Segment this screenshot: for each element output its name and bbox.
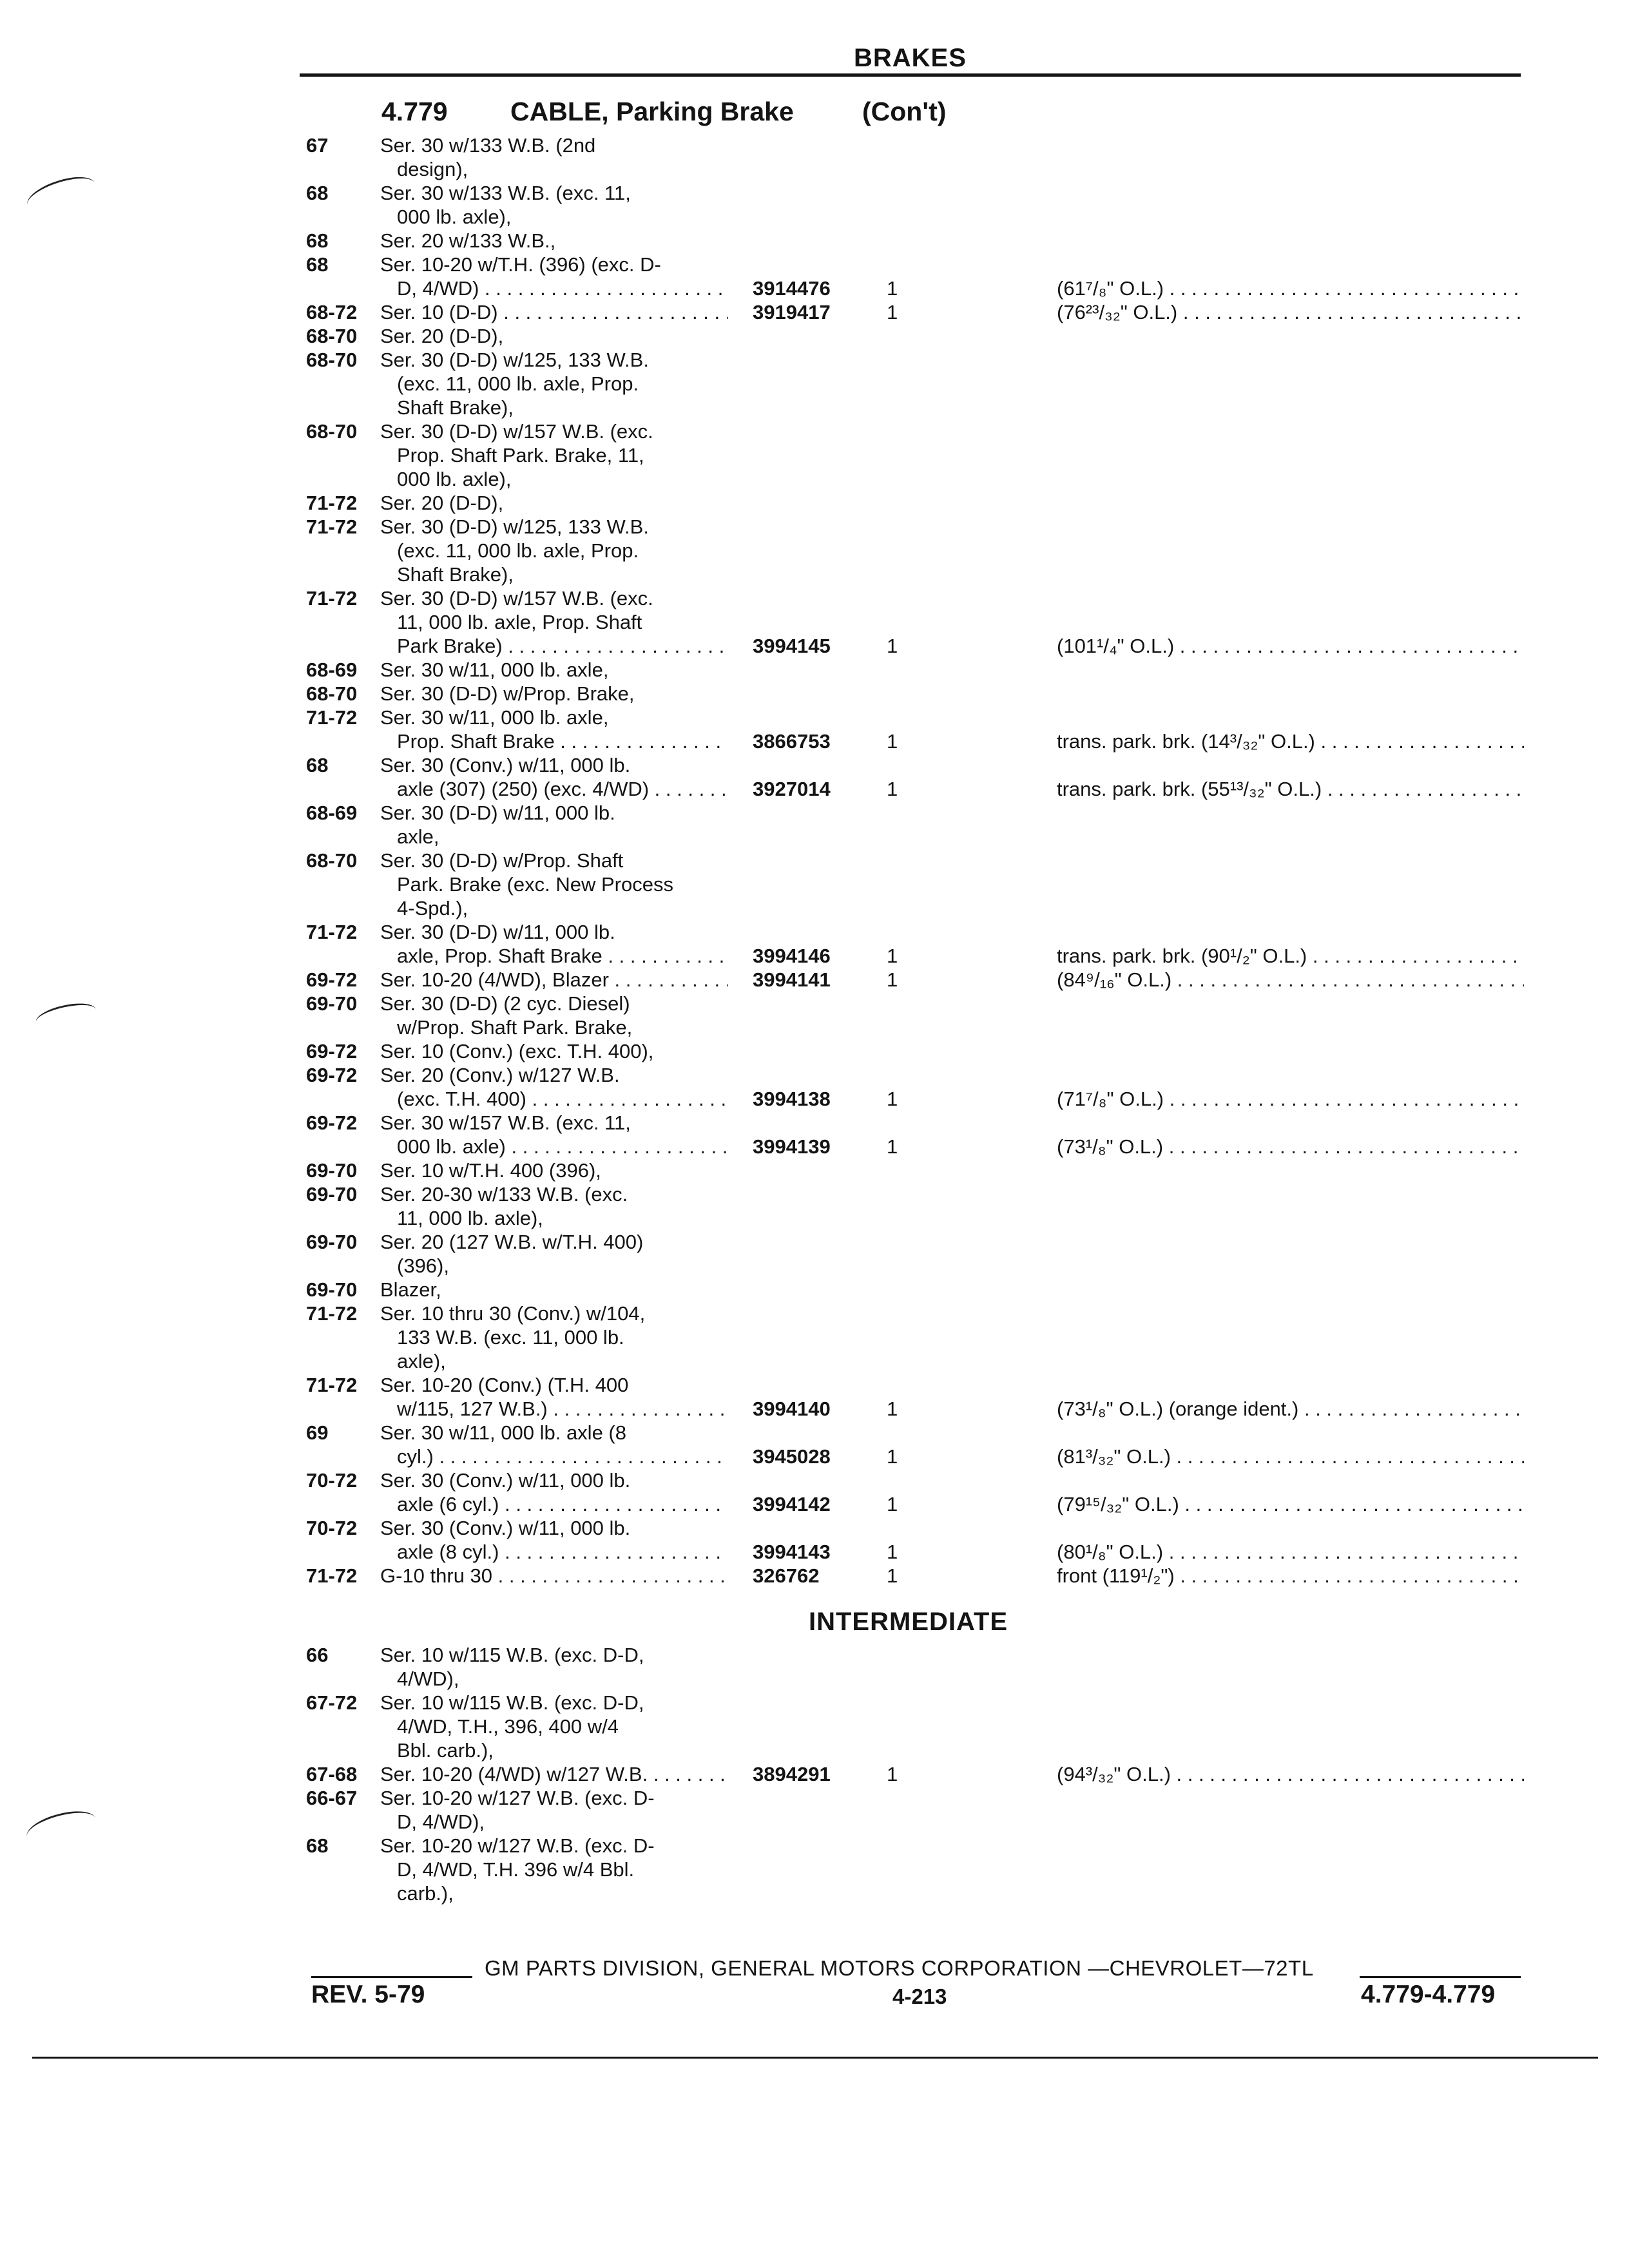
application-description: Ser. 20 w/133 W.B., [380,229,556,252]
application-description: Ser. 10-20 w/T.H. (396) (exc. D- [380,253,661,276]
list-item [0,1667,1629,1691]
footer-publisher: GM PARTS DIVISION, GENERAL MOTORS CORPORATION —CHEVROLET—72TL [485,1956,1314,1980]
list-item [0,1278,1629,1302]
application-description: G-10 thru 30 . . . [380,1564,728,1588]
application-description: Ser. 10-20 (4/WD) w/127 W.B. . . . [380,1762,728,1786]
list-item [0,1786,1629,1810]
application-description: Ser. 30 w/157 W.B. (exc. 11, [380,1111,631,1134]
length-note: (76²³/₃₂" O.L.) . . . [1057,300,1524,324]
application-description: Park Brake) . . . [380,634,728,658]
list-item [0,706,1629,729]
list-item [0,133,1629,157]
application-description: Ser. 10 w/T.H. 400 (396), [380,1159,601,1182]
quantity: 1 [887,1088,898,1110]
application-description: cyl.) . . . [380,1445,728,1468]
application-description: Prop. Shaft Brake . . . [380,729,728,753]
application-description: (exc. 11, 000 lb. axle, Prop. [397,539,639,562]
model-years: 69-70 [306,1183,358,1206]
model-years: 69-72 [306,1040,358,1062]
page-title: BRAKES [854,44,967,72]
model-years: 68-69 [306,802,358,824]
list-item [0,1397,1629,1421]
application-description: (exc. 11, 000 lb. axle, Prop. [397,372,639,395]
application-description: Prop. Shaft Park. Brake, 11, [397,444,644,466]
length-note: (73¹/₈" O.L.) . . . [1057,1135,1524,1158]
list-item [0,276,1629,300]
length-note: trans. park. brk. (14³/₃₂" O.L.) . . . [1057,729,1524,753]
application-description: axle, Prop. Shaft Brake . . . [380,944,728,968]
application-description: axle (8 cyl.) . . . [380,1540,728,1564]
application-description: Ser. 30 (D-D) w/11, 000 lb. [380,802,615,824]
list-item [0,1540,1629,1564]
model-years: 69-70 [306,1159,358,1182]
application-description: Ser. 30 w/133 W.B. (exc. 11, [380,182,631,204]
list-item [0,777,1629,801]
list-item [0,801,1629,825]
length-note: (81³/₃₂" O.L.) . . . [1057,1445,1524,1468]
application-description: Ser. 30 w/11, 000 lb. axle, [380,706,609,729]
list-item [0,1182,1629,1206]
list-item [0,229,1629,253]
application-description: design), [397,158,468,180]
list-item [0,300,1629,324]
model-years: 69-70 [306,992,358,1015]
page-bottom-rule [32,2057,1598,2059]
list-item [0,324,1629,348]
quantity: 1 [887,635,898,657]
list-item [0,1373,1629,1397]
application-description: Ser. 30 w/11, 000 lb. axle (8 [380,1421,626,1444]
application-description: carb.), [397,1882,454,1905]
application-description: Ser. 10-20 w/127 W.B. (exc. D- [380,1787,655,1809]
model-years: 71-72 [306,515,358,538]
list-item [0,515,1629,539]
quantity: 1 [887,301,898,323]
part-number: 3919417 [753,301,831,323]
application-description: axle (6 cyl.) . . . [380,1492,728,1516]
list-item [0,610,1629,634]
quantity: 1 [887,1135,898,1158]
application-description: Park. Brake (exc. New Process [397,873,673,896]
part-number: 3994143 [753,1541,831,1563]
list-item [0,634,1629,658]
list-item [0,944,1629,968]
application-description: Bbl. carb.), [397,1739,494,1762]
length-note: (61⁷/₈" O.L.) . . . [1057,276,1524,300]
list-item [0,1762,1629,1786]
list-item [0,896,1629,920]
application-description: Ser. 10 w/115 W.B. (exc. D-D, [380,1644,644,1666]
application-description: Ser. 20 (D-D), [380,325,504,347]
application-description: Ser. 20 (D-D), [380,492,504,514]
application-description: w/115, 127 W.B.) . . . [380,1397,728,1421]
section-reference: 4.779-4.779 [1361,1981,1496,2008]
part-number: 3994145 [753,635,831,657]
list-item [0,1421,1629,1445]
quantity: 1 [887,1445,898,1468]
list-item [0,1715,1629,1738]
list-item [0,586,1629,610]
model-years: 69-70 [306,1278,358,1301]
model-years: 69-72 [306,1064,358,1086]
quantity: 1 [887,1398,898,1420]
application-description: Ser. 30 (D-D) w/Prop. Brake, [380,682,635,705]
intermediate-heading: INTERMEDIATE [809,1608,1008,1636]
list-item [0,1158,1629,1182]
model-years: 71-72 [306,1302,358,1325]
model-years: 66 [306,1644,329,1666]
list-item [0,562,1629,586]
list-item [0,539,1629,562]
application-description: Ser. 30 (D-D) w/11, 000 lb. [380,921,615,943]
model-years: 71-72 [306,921,358,943]
model-years: 67-72 [306,1691,358,1714]
application-description: Ser. 10 (Conv.) (exc. T.H. 400), [380,1040,654,1062]
model-years: 68 [306,229,329,252]
part-number: 3994139 [753,1135,831,1158]
application-description: Ser. 30 (D-D) (2 cyc. Diesel) [380,992,630,1015]
application-description: (exc. T.H. 400) . . . [380,1087,728,1111]
list-item [0,419,1629,443]
application-description: Ser. 30 (D-D) w/125, 133 W.B. [380,349,649,371]
list-item [0,1206,1629,1230]
part-number: 3994140 [753,1398,831,1420]
part-number: 326762 [753,1564,820,1587]
application-description: Ser. 30 (Conv.) w/11, 000 lb. [380,1469,631,1492]
list-item [0,157,1629,181]
model-years: 68-69 [306,658,358,681]
length-note: (84⁹/₁₆" O.L.) . . . [1057,968,1524,992]
application-description: 000 lb. axle), [397,468,512,490]
part-number: 3894291 [753,1763,831,1785]
section-number: 4.779 [381,97,448,126]
quantity: 1 [887,1493,898,1515]
model-years: 68-70 [306,325,358,347]
quantity: 1 [887,1564,898,1587]
list-item [0,1254,1629,1278]
header-rule [300,73,1521,77]
length-note: trans. park. brk. (90¹/₂" O.L.) . . . [1057,944,1524,968]
application-description: Shaft Brake), [397,563,514,586]
part-number: 3914476 [753,277,831,300]
model-years: 69-70 [306,1231,358,1253]
list-item [0,849,1629,872]
application-description: D, 4/WD, T.H. 396 w/4 Bbl. [397,1858,635,1881]
section-title: CABLE, Parking Brake [510,97,794,126]
model-years: 70-72 [306,1517,358,1539]
application-description: D, 4/WD), [397,1811,485,1833]
application-description: 000 lb. axle) . . . [380,1135,728,1158]
model-years: 68-72 [306,301,358,323]
model-years: 68 [306,754,329,776]
quantity: 1 [887,778,898,800]
model-years: 68-70 [306,682,358,705]
model-years: 67 [306,134,329,157]
list-item [0,1738,1629,1762]
model-years: 69 [306,1421,329,1444]
model-years: 69-72 [306,1111,358,1134]
application-description: 133 W.B. (exc. 11, 000 lb. [397,1326,624,1349]
application-description: Ser. 20-30 w/133 W.B. (exc. [380,1183,628,1206]
application-description: 4/WD, T.H., 396, 400 w/4 [397,1715,619,1738]
model-years: 68 [306,253,329,276]
list-item [0,753,1629,777]
application-description: 4-Spd.), [397,897,468,919]
model-years: 66-67 [306,1787,358,1809]
length-note: trans. park. brk. (55¹³/₃₂" O.L.) . . . [1057,777,1524,801]
list-item [0,1302,1629,1325]
application-description: Ser. 10-20 (4/WD), Blazer . . . [380,968,728,992]
model-years: 69-72 [306,968,358,991]
length-note: (79¹⁵/₃₂" O.L.) . . . [1057,1492,1524,1516]
application-description: Ser. 10 (D-D) . . . [380,300,728,324]
list-item [0,1691,1629,1715]
quantity: 1 [887,730,898,753]
application-description: Ser. 30 (Conv.) w/11, 000 lb. [380,1517,631,1539]
application-description: D, 4/WD) . . . [380,276,728,300]
list-item [0,1834,1629,1858]
application-description: Blazer, [380,1278,441,1301]
list-item [0,1881,1629,1905]
application-description: 000 lb. axle), [397,206,512,228]
model-years: 71-72 [306,1564,358,1587]
list-item [0,1516,1629,1540]
list-item [0,253,1629,276]
application-description: axle), [397,1350,446,1372]
application-description: Ser. 30 (D-D) w/157 W.B. (exc. [380,420,653,443]
application-description: 11, 000 lb. axle), [397,1207,543,1229]
list-item [0,348,1629,372]
application-description: (396), [397,1254,449,1277]
model-years: 68-70 [306,349,358,371]
section-suffix: (Con't) [862,97,947,126]
part-number: 3994141 [753,968,831,991]
model-years: 71-72 [306,587,358,610]
list-item [0,443,1629,467]
quantity: 1 [887,945,898,967]
list-item [0,1063,1629,1087]
model-years: 68 [306,1834,329,1857]
quantity: 1 [887,1541,898,1563]
list-item [0,205,1629,229]
length-note: front (119¹/₂") . . . [1057,1564,1524,1588]
application-description: Ser. 30 (D-D) w/Prop. Shaft [380,849,624,872]
quantity: 1 [887,1763,898,1785]
application-description: axle, [397,825,439,848]
footer-rule-left [311,1976,472,1978]
application-description: Ser. 10-20 w/127 W.B. (exc. D- [380,1834,655,1857]
list-item [0,1135,1629,1158]
length-note: (71⁷/₈" O.L.) . . . [1057,1087,1524,1111]
application-description: Ser. 10 w/115 W.B. (exc. D-D, [380,1691,644,1714]
list-item [0,658,1629,682]
quantity: 1 [887,968,898,991]
revision-label: REV. 5-79 [311,1981,425,2008]
application-description: Ser. 10 thru 30 (Conv.) w/104, [380,1302,646,1325]
list-item [0,1087,1629,1111]
list-item [0,729,1629,753]
application-description: 11, 000 lb. axle, Prop. Shaft [397,611,642,633]
model-years: 68 [306,182,329,204]
part-number: 3994142 [753,1493,831,1515]
application-description: Ser. 20 (Conv.) w/127 W.B. [380,1064,620,1086]
list-item [0,1468,1629,1492]
model-years: 70-72 [306,1469,358,1492]
list-item [0,491,1629,515]
list-item [0,1349,1629,1373]
list-item [0,396,1629,419]
list-item [0,181,1629,205]
application-description: Shaft Brake), [397,396,514,419]
application-description: Ser. 30 w/133 W.B. (2nd [380,134,596,157]
list-item [0,1445,1629,1468]
length-note: (73¹/₈" O.L.) (orange ident.) . . . [1057,1397,1524,1421]
page-number: 4-213 [892,1984,947,2008]
application-description: Ser. 30 (Conv.) w/11, 000 lb. [380,754,631,776]
model-years: 68-70 [306,849,358,872]
part-number: 3994146 [753,945,831,967]
quantity: 1 [887,277,898,300]
model-years: 71-72 [306,1374,358,1396]
model-years: 67-68 [306,1763,358,1785]
application-description: Ser. 30 (D-D) w/125, 133 W.B. [380,515,649,538]
list-item [0,968,1629,992]
list-item [0,1325,1629,1349]
application-description: Ser. 30 w/11, 000 lb. axle, [380,658,609,681]
list-item [0,1564,1629,1588]
list-item [0,467,1629,491]
part-number: 3994138 [753,1088,831,1110]
list-item [0,1230,1629,1254]
model-years: 68-70 [306,420,358,443]
list-item [0,1015,1629,1039]
application-description: axle (307) (250) (exc. 4/WD) . . . [380,777,728,801]
length-note: (101¹/₄" O.L.) . . . [1057,634,1524,658]
footer-rule-right [1360,1976,1521,1978]
application-description: Ser. 10-20 (Conv.) (T.H. 400 [380,1374,629,1396]
list-item [0,872,1629,896]
list-item [0,682,1629,706]
list-item [0,920,1629,944]
list-item [0,992,1629,1015]
list-item [0,1492,1629,1516]
application-description: Ser. 20 (127 W.B. w/T.H. 400) [380,1231,644,1253]
list-item [0,1643,1629,1667]
part-number: 3927014 [753,778,831,800]
part-number: 3866753 [753,730,831,753]
part-number: 3945028 [753,1445,831,1468]
model-years: 71-72 [306,492,358,514]
model-years: 71-72 [306,706,358,729]
list-item [0,1858,1629,1881]
list-item [0,1810,1629,1834]
application-description: Ser. 30 (D-D) w/157 W.B. (exc. [380,587,653,610]
length-note: (80¹/₈" O.L.) . . . [1057,1540,1524,1564]
list-item [0,1111,1629,1135]
list-item [0,825,1629,849]
application-description: w/Prop. Shaft Park. Brake, [397,1016,633,1039]
length-note: (94³/₃₂" O.L.) . . . [1057,1762,1524,1786]
application-description: 4/WD), [397,1667,459,1690]
list-item [0,372,1629,396]
list-item [0,1039,1629,1063]
